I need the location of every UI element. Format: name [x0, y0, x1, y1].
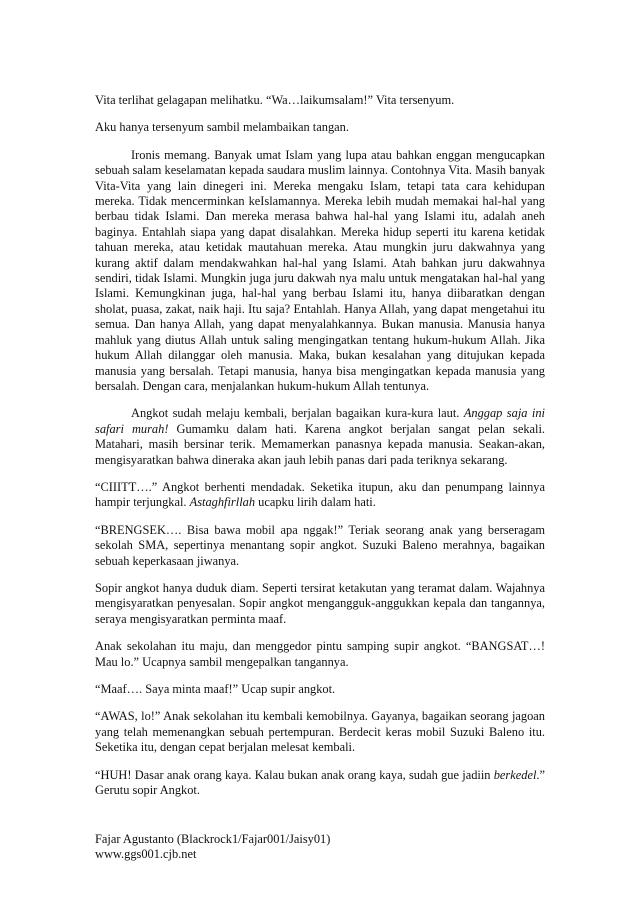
paragraph-sopir-diam: Sopir angkot hanya duduk diam. Seperti tersirat ketakutan yang teramat dalam. Wajahnya mengisyaratkan penyesalan. Sopir angkot mengangguk-anggukkan kepala dan tangannya, seraya mengisyaratkan perminta maaf.	[95, 580, 545, 626]
italic-phrase: berkedel	[493, 767, 537, 782]
paragraph-text: Angkot sudah melaju kembali, berjalan bagaikan kura-kura laut.	[131, 406, 464, 421]
document-body	[95, 93, 545, 810]
paragraph-brengsek: “BRENGSEK…. Bisa bawa mobil apa nggak!” Teriak seorang anak yang berseragam sekolah SMA, sepertinya menantang sopir angkot. Suzuki Baleno merahnya, bagaikan sebuah keperkasaan jiwanya.	[95, 522, 545, 568]
paragraph-maaf: “Maaf…. Saya minta maaf!” Ucap supir angkot.	[95, 682, 336, 696]
paragraph-text: .” Gerutu sopir Angkot.	[95, 767, 545, 798]
paragraph-waving: Aku hanya tersenyum sambil melambaikan tangan.	[95, 120, 349, 135]
paragraph-ciiitt	[95, 480, 545, 511]
paragraph-ironis: Ironis memang. Banyak umat Islam yang lupa atau bahkan enggan mengucapkan sebuah salam keselamatan kepada saudara muslim lainnya. Contohnya Vita. Masih banyak Vita-Vita yang lain dinegeri ini. Mereka mengaku Islam, tetapi tata cara kehidupan mereka. Tidak mencerminkan keIslamannya. Mereka lebih mudah memakai hal-hal yang berbau tidak Islami. Dan mereka merasa bahwa hal-hal yang Islami itu, adalah aneh baginya. Entahlah siapa yang dapat disalahkan. Mereka hidup seperti itu karena ketidak tahuan mereka, atau ketidak mautahuan mereka. Atau mungkin juru dakwahnya yang kurang aktif dalam mendakwahkan hal-hal yang Islami. Atah bahkan juru dakwahnya sendiri, tidak Islami. Mungkin juga juru dakwah nya malu untuk mengatakan hal-hal yang Islami. Kemungkinan juga, hal-hal yang berbau Islami itu, hanya diibaratkan dengan sholat, puasa, zakat, naik haji. Itu saja? Entahlah. Hanya Allah, yang dapat mengetahui itu semua. Dan hanya Allah, yang dapat menyalahkannya. Bukan manusia. Manusia hanya mahluk yang diutus Allah untuk saling mengingatkan tentang hukum-hukum Allah. Jika hukum Allah dilanggar oleh manusia. Maka, bukan kesalahan yang ditujukan kepada manusia yang bersalah. Tetapi manusia, hanya bisa mengingatkan kepada manusia yang bersalah. Dengan cara, menjalankan hukum-hukum Allah tentunya.	[95, 147, 545, 393]
footer-author: Fajar Agustanto (Blackrock1/Fajar001/Jaisy01)	[95, 832, 331, 846]
paragraph-bangsat: Anak sekolahan itu maju, dan menggedor pintu samping supir angkot. “BANGSAT…! Mau lo.” Ucapnya sambil mengepalkan tangannya.	[95, 639, 545, 669]
footer-website: www.ggs001.cjb.net	[95, 847, 197, 862]
paragraph-text: Gumamku dalam hati. Karena angkot berjalan sangat pelan sekali. Matahari, masih bersinar terik. Memamerkan panasnya kepada manusia. Seakan-akan, mengisyaratkan bahwa dineraka akan jauh lebih panas dari pada teriknya sekarang.	[95, 421, 545, 467]
italic-phrase: Astaghfirllah	[189, 495, 256, 510]
italic-phrase: Anggap saja ini safari murah!	[95, 406, 545, 436]
paragraph-angkot-melaju	[95, 406, 545, 468]
page-footer	[95, 832, 545, 863]
paragraph-text: “HUH! Dasar anak orang kaya. Kalau bukan anak orang kaya, sudah gue jadiin	[95, 767, 494, 782]
paragraph-text: “CIIITT….” Angkot berhenti mendadak. Seketika itupun, aku dan penumpang lainnya hampir terjungkal.	[95, 479, 545, 510]
paragraph-text: ucapku lirih dalam hati.	[255, 495, 376, 510]
paragraph-vita-greeting: Vita terlihat gelagapan melihatku. “Wa…laikumsalam!” Vita tersenyum.	[95, 93, 455, 107]
paragraph-huh	[95, 768, 545, 799]
paragraph-awas: “AWAS, lo!” Anak sekolahan itu kembali kemobilnya. Gayanya, bagaikan seorang jagoan yang telah memenangkan sebuah pertempuran. Berdecit keras mobil Suzuki Baleno itu. Seketika itu, dengan cepat berjalan melesat kembali.	[95, 709, 545, 755]
